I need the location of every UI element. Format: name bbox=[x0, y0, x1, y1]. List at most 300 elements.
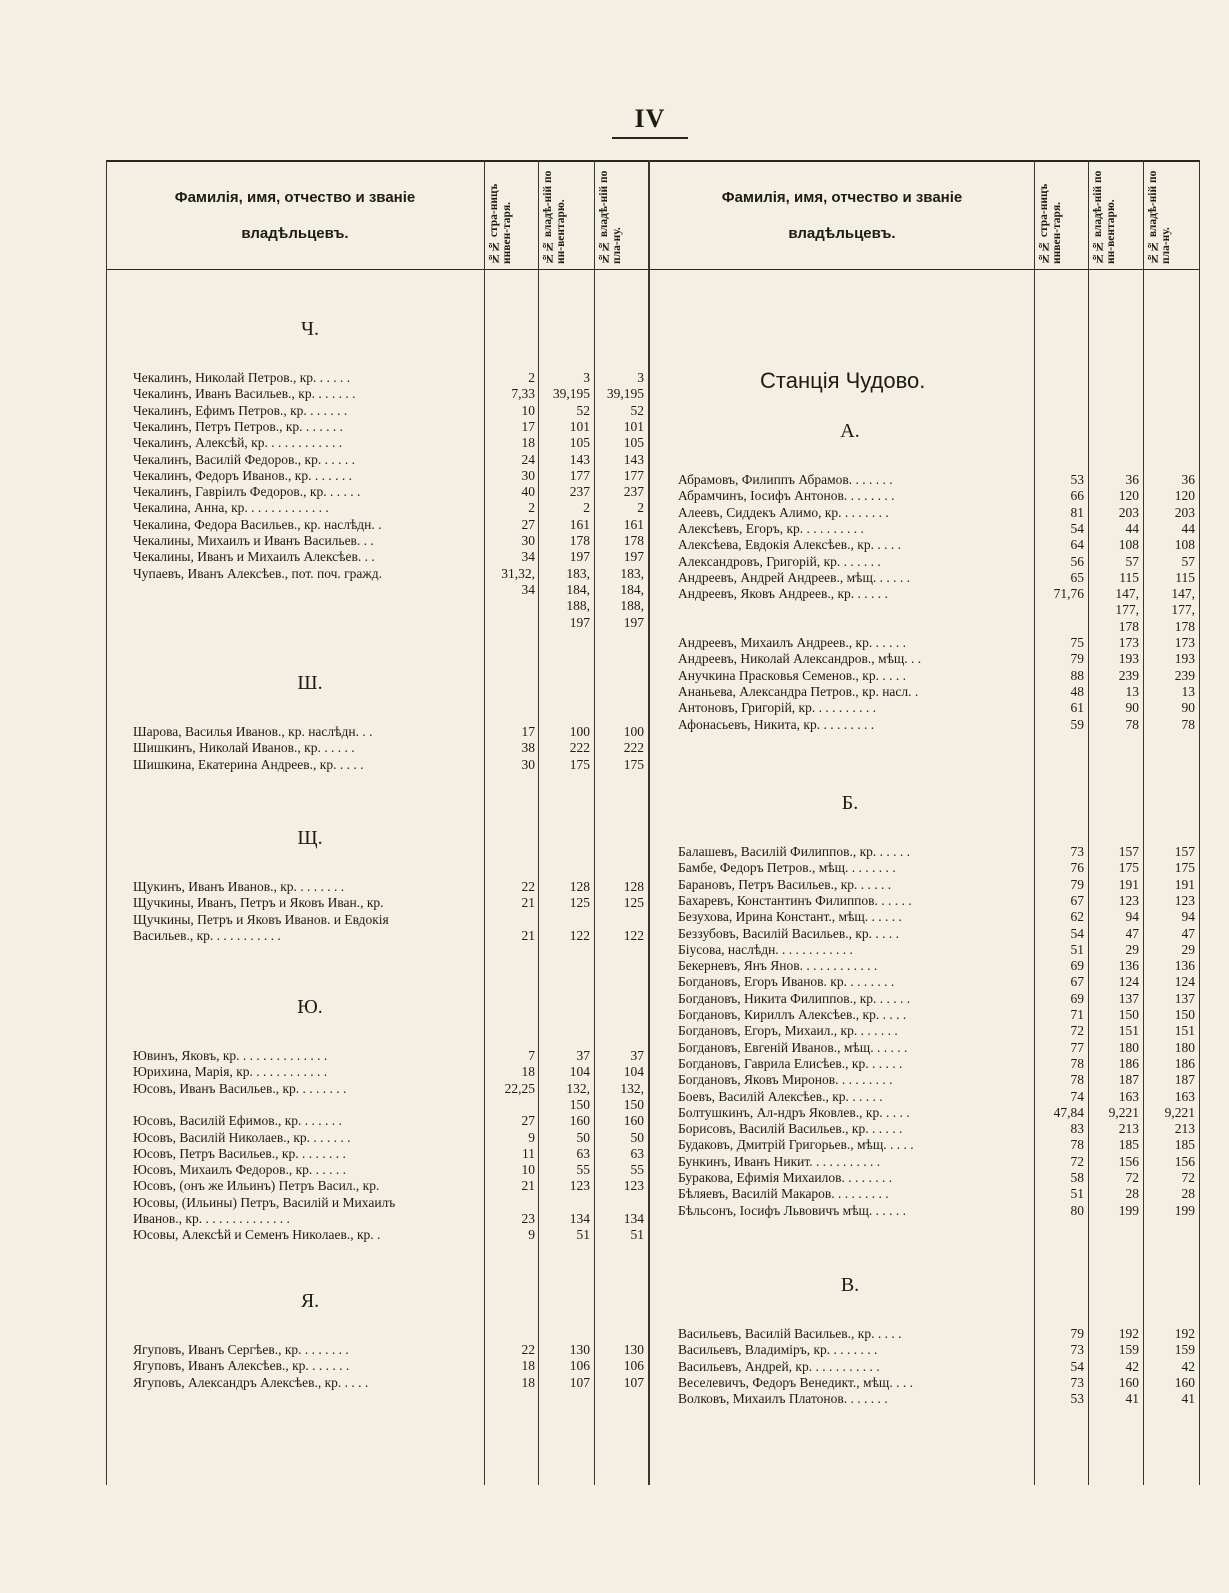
plan-number: 188, bbox=[620, 598, 644, 614]
plan-number: 107 bbox=[623, 1374, 644, 1390]
owner-name: Васильевъ, Андрей, кр. . . . . . . . . . . bbox=[678, 1358, 880, 1374]
inventory-number: 192 bbox=[1118, 1326, 1139, 1341]
table-row bbox=[133, 928, 644, 944]
plan-number: 156 bbox=[1174, 1153, 1195, 1169]
right-header-name: Фамилія, имя, отчество и званіе владѣльцевъ. bbox=[721, 189, 963, 242]
inventory-page: 22 bbox=[521, 879, 535, 894]
table-row bbox=[133, 598, 644, 614]
table-row bbox=[678, 1105, 1195, 1121]
inventory-page: 47,84 bbox=[1053, 1104, 1084, 1120]
inventory-number: 134 bbox=[569, 1211, 590, 1226]
owner-name: Веселевичъ, Федоръ Венедикт., мѣщ. . . . bbox=[678, 1374, 913, 1390]
inventory-page: 7,33 bbox=[511, 386, 535, 402]
left-header-col1: №№ стра-ницъ инвен-таря. bbox=[488, 183, 513, 264]
inventory-number: 78 bbox=[1125, 716, 1139, 732]
plan-number: 100 bbox=[623, 724, 644, 739]
inventory-page: 72 bbox=[1070, 1153, 1084, 1169]
inventory-page: 38 bbox=[521, 740, 535, 756]
table-row bbox=[678, 893, 1195, 909]
owner-name: Юсовы, (Ильины) Петръ, Василій и Михаилъ bbox=[133, 1194, 396, 1210]
plan-number: 175 bbox=[1174, 860, 1195, 876]
owner-name: Шишкина, Екатерина Андреев., кр. . . . . bbox=[133, 756, 364, 772]
owner-name: Чекалинъ, Иванъ Васильев., кр. . . . . . . bbox=[133, 386, 356, 402]
plan-number: 105 bbox=[623, 435, 644, 451]
plan-number: 185 bbox=[1174, 1137, 1195, 1153]
inventory-number: 36 bbox=[1125, 472, 1139, 487]
plan-number: 72 bbox=[1181, 1170, 1195, 1185]
inventory-number: 160 bbox=[569, 1113, 590, 1129]
table-row bbox=[133, 1358, 644, 1374]
inventory-page: 79 bbox=[1070, 1326, 1084, 1341]
inventory-number: 41 bbox=[1125, 1391, 1139, 1407]
inventory-number: 101 bbox=[569, 418, 590, 434]
plan-number: 39,195 bbox=[606, 386, 644, 402]
table-row bbox=[133, 1178, 644, 1194]
owner-name: Ягуповъ, Иванъ Алексѣев., кр. . . . . . . bbox=[133, 1358, 350, 1374]
inventory-page: 22 bbox=[521, 1342, 535, 1357]
plan-number: 50 bbox=[630, 1129, 644, 1145]
plan-number: 239 bbox=[1174, 667, 1195, 683]
inventory-number: 123 bbox=[1118, 892, 1139, 908]
plan-number: 199 bbox=[1174, 1202, 1195, 1218]
table-row bbox=[133, 1064, 644, 1080]
table-right-border bbox=[1199, 160, 1200, 1485]
plan-number: 178 bbox=[1174, 618, 1195, 634]
plan-number: 9,221 bbox=[1164, 1104, 1195, 1120]
table-row bbox=[133, 484, 644, 500]
inventory-page: 30 bbox=[521, 467, 535, 483]
table-row bbox=[678, 1072, 1195, 1088]
plan-number: 178 bbox=[623, 533, 644, 548]
inventory-number: 28 bbox=[1125, 1186, 1139, 1202]
owner-name: Юсовъ, Петръ Васильев., кр. . . . . . . . bbox=[133, 1145, 346, 1161]
table-row bbox=[133, 757, 644, 773]
page-number-rule bbox=[612, 137, 688, 139]
inventory-number: 193 bbox=[1118, 651, 1139, 667]
table-row bbox=[678, 505, 1195, 521]
inventory-number: 13 bbox=[1125, 683, 1139, 699]
plan-number: 132, bbox=[620, 1080, 644, 1096]
left-header-col2: №№ владѣ-ній по ин-вентарю. bbox=[542, 170, 567, 264]
inventory-page: 27 bbox=[521, 1113, 535, 1129]
plan-number: 63 bbox=[630, 1145, 644, 1161]
inventory-number: 106 bbox=[569, 1358, 590, 1374]
owner-name: Алексѣевъ, Егоръ, кр. . . . . . . . . . bbox=[678, 520, 864, 536]
owner-name: Андреевъ, Яковъ Андреев., кр. . . . . . bbox=[678, 586, 888, 602]
plan-number: 193 bbox=[1174, 651, 1195, 667]
inventory-number: 143 bbox=[569, 451, 590, 467]
table-row bbox=[133, 1227, 644, 1243]
inventory-page: 30 bbox=[521, 756, 535, 772]
owner-name: Ананьева, Александра Петров., кр. насл. . bbox=[678, 683, 919, 699]
owner-name: Юсовы, Алексѣй и Семенъ Николаев., кр. . bbox=[133, 1227, 381, 1243]
owner-name: Андреевъ, Андрей Андреев., мѣщ. . . . . . bbox=[678, 569, 910, 585]
owner-name: Чекалинъ, Василій Федоров., кр. . . . . . bbox=[133, 451, 355, 467]
table-row bbox=[678, 1170, 1195, 1186]
table-row bbox=[678, 537, 1195, 553]
plan-number: 94 bbox=[1181, 909, 1195, 925]
table-row bbox=[133, 1211, 644, 1227]
table-row bbox=[678, 488, 1195, 504]
inventory-number: 130 bbox=[569, 1342, 590, 1357]
owner-name: Юсовъ, (онъ же Ильинъ) Петръ Васил., кр. bbox=[133, 1178, 380, 1194]
plan-number: 44 bbox=[1181, 520, 1195, 536]
table-row bbox=[678, 1056, 1195, 1072]
inventory-page: 24 bbox=[521, 451, 535, 467]
owner-name: Балашевъ, Василій Филиппов., кр. . . . . . bbox=[678, 844, 911, 859]
owner-name: Шишкинъ, Николай Иванов., кр. . . . . . bbox=[133, 740, 355, 756]
table-row bbox=[133, 740, 644, 756]
section-letter: Щ. bbox=[297, 827, 323, 849]
owner-name: Юсовъ, Василій Ефимов., кр. . . . . . . bbox=[133, 1113, 342, 1129]
inventory-number: 29 bbox=[1125, 941, 1139, 957]
inventory-number: 183, bbox=[566, 565, 590, 581]
left-header-name: Фамилія, имя, отчество и званіе владѣльцевъ. bbox=[174, 189, 416, 242]
plan-number: 150 bbox=[1174, 1007, 1195, 1022]
table-row bbox=[133, 566, 644, 582]
owner-name: Ягуповъ, Иванъ Сергѣев., кр. . . . . . . . bbox=[133, 1342, 349, 1357]
table-row bbox=[678, 586, 1195, 602]
inventory-page: 7 bbox=[528, 1048, 535, 1063]
inventory-page: 73 bbox=[1070, 1374, 1084, 1390]
inventory-number: 123 bbox=[569, 1178, 590, 1194]
inventory-number: 191 bbox=[1118, 876, 1139, 892]
plan-number: 36 bbox=[1181, 472, 1195, 487]
inventory-page: 18 bbox=[521, 1374, 535, 1390]
owner-name: Богдановъ, Евгеній Иванов., мѣщ. . . . . . bbox=[678, 1039, 908, 1055]
table-row bbox=[133, 582, 644, 598]
inventory-page: 71,76 bbox=[1053, 586, 1084, 602]
inventory-number: 100 bbox=[569, 724, 590, 739]
owner-name: Біусова, наслѣдн. . . . . . . . . . . . bbox=[678, 941, 853, 957]
inventory-number: 37 bbox=[576, 1048, 590, 1063]
inventory-number: 124 bbox=[1118, 974, 1139, 990]
inventory-number: 150 bbox=[1118, 1007, 1139, 1022]
plan-number: 222 bbox=[623, 740, 644, 756]
inventory-page: 78 bbox=[1070, 1137, 1084, 1153]
inventory-number: 159 bbox=[1118, 1342, 1139, 1358]
plan-number: 13 bbox=[1181, 683, 1195, 699]
right-col3-divider bbox=[1143, 160, 1144, 1485]
table-row bbox=[678, 521, 1195, 537]
owner-name: Чекалинъ, Федоръ Иванов., кр. . . . . . . bbox=[133, 467, 352, 483]
plan-number: 137 bbox=[1174, 990, 1195, 1006]
inventory-page: 30 bbox=[521, 533, 535, 548]
plan-number: 213 bbox=[1174, 1121, 1195, 1137]
inventory-page: 2 bbox=[528, 370, 535, 385]
inventory-number: 186 bbox=[1118, 1055, 1139, 1071]
table-row bbox=[678, 1154, 1195, 1170]
table-row bbox=[133, 549, 644, 565]
owner-name: Будаковъ, Дмитрій Григорьев., мѣщ. . . . . bbox=[678, 1137, 914, 1153]
right-col1-divider bbox=[1034, 160, 1035, 1485]
owner-name: Бекерневъ, Янъ Янов. . . . . . . . . . . . bbox=[678, 958, 878, 974]
plan-number: 160 bbox=[623, 1113, 644, 1129]
inventory-page: 69 bbox=[1070, 958, 1084, 974]
table-row bbox=[133, 1195, 644, 1211]
table-row bbox=[678, 635, 1195, 651]
inventory-number: 57 bbox=[1125, 553, 1139, 569]
inventory-number: 128 bbox=[569, 879, 590, 894]
inventory-number: 175 bbox=[569, 756, 590, 772]
inventory-page: 77 bbox=[1070, 1039, 1084, 1055]
plan-number: 191 bbox=[1174, 876, 1195, 892]
inventory-page: 34 bbox=[521, 581, 535, 597]
owner-name: Чекалинъ, Ефимъ Петров., кр. . . . . . . bbox=[133, 402, 348, 418]
inventory-number: 72 bbox=[1125, 1170, 1139, 1185]
table-row bbox=[133, 1162, 644, 1178]
left-col2-divider bbox=[538, 160, 539, 1485]
inventory-page: 40 bbox=[521, 484, 535, 500]
plan-number: 90 bbox=[1181, 700, 1195, 716]
inventory-page: 80 bbox=[1070, 1202, 1084, 1218]
inventory-number: 222 bbox=[569, 740, 590, 756]
owner-name: Чекалина, Федора Васильев., кр. наслѣдн. . bbox=[133, 516, 382, 532]
plan-number: 157 bbox=[1174, 844, 1195, 859]
owner-name: Богдановъ, Никита Филиппов., кр. . . . . . bbox=[678, 990, 911, 1006]
inventory-page: 74 bbox=[1070, 1088, 1084, 1104]
inventory-number: 147, bbox=[1115, 586, 1139, 602]
inventory-page: 27 bbox=[521, 516, 535, 532]
inventory-number: 213 bbox=[1118, 1121, 1139, 1137]
section-letter: А. bbox=[840, 420, 860, 442]
inventory-page: 79 bbox=[1070, 876, 1084, 892]
owner-name: Абрамовъ, Филиппъ Абрамов. . . . . . . bbox=[678, 472, 893, 487]
plan-number: 161 bbox=[623, 516, 644, 532]
table-row bbox=[133, 517, 644, 533]
table-row bbox=[678, 1089, 1195, 1105]
table-row bbox=[678, 602, 1195, 618]
left-col1-divider bbox=[484, 160, 485, 1485]
table-row bbox=[678, 651, 1195, 667]
plan-number: 203 bbox=[1174, 504, 1195, 520]
inventory-page: 69 bbox=[1070, 990, 1084, 1006]
center-divider bbox=[648, 160, 650, 1485]
inventory-page: 9 bbox=[528, 1227, 535, 1243]
inventory-page: 22,25 bbox=[504, 1080, 535, 1096]
table-row bbox=[678, 991, 1195, 1007]
table-row bbox=[133, 1081, 644, 1097]
table-row bbox=[133, 435, 644, 451]
table-row bbox=[678, 472, 1195, 488]
plan-number: 115 bbox=[1175, 569, 1195, 585]
right-header-col2: №№ владѣ-ній по ин-вентарю. bbox=[1092, 170, 1117, 264]
inventory-number: 90 bbox=[1125, 700, 1139, 716]
section-letter: Ю. bbox=[297, 996, 323, 1018]
inventory-number: 160 bbox=[1118, 1374, 1139, 1390]
table-row bbox=[678, 1023, 1195, 1039]
inventory-page: 34 bbox=[521, 549, 535, 565]
table-left-border bbox=[106, 160, 107, 1485]
owner-name: Чекалинъ, Гавріилъ Федоров., кр. . . . . . bbox=[133, 484, 361, 500]
inventory-number: 163 bbox=[1118, 1088, 1139, 1104]
plan-number: 197 bbox=[623, 549, 644, 565]
owner-name: Васильев., кр. . . . . . . . . . . bbox=[133, 927, 281, 943]
owner-name: Борисовъ, Василій Васильев., кр. . . . . . bbox=[678, 1121, 903, 1137]
table-row bbox=[678, 844, 1195, 860]
inventory-page: 81 bbox=[1070, 504, 1084, 520]
inventory-page: 51 bbox=[1070, 1186, 1084, 1202]
plan-number: 52 bbox=[630, 402, 644, 418]
inventory-page: 10 bbox=[521, 402, 535, 418]
table-row bbox=[133, 1375, 644, 1391]
inventory-page: 65 bbox=[1070, 569, 1084, 585]
owner-name: Васильевъ, Владиміръ, кр. . . . . . . . bbox=[678, 1342, 878, 1358]
table-row bbox=[133, 1048, 644, 1064]
table-row bbox=[133, 724, 644, 740]
table-top-rule bbox=[106, 160, 1200, 162]
inventory-number: 187 bbox=[1118, 1072, 1139, 1088]
header-bottom-rule bbox=[106, 269, 1200, 270]
inventory-page: 10 bbox=[521, 1162, 535, 1178]
table-row bbox=[133, 386, 644, 402]
inventory-page: 71 bbox=[1070, 1007, 1084, 1022]
right-col2-divider bbox=[1088, 160, 1089, 1485]
plan-number: 147, bbox=[1171, 586, 1195, 602]
table-row bbox=[678, 1137, 1195, 1153]
inventory-number: 178 bbox=[1118, 618, 1139, 634]
owner-name: Чекалины, Михаилъ и Иванъ Васильев. . . bbox=[133, 533, 374, 548]
owner-name: Богдановъ, Егоръ, Михаил., кр. . . . . . . bbox=[678, 1023, 898, 1039]
owner-name: Андреевъ, Николай Александров., мѣщ. . . bbox=[678, 651, 922, 667]
inventory-number: 47 bbox=[1125, 925, 1139, 941]
table-row bbox=[678, 1040, 1195, 1056]
owner-name: Юсовъ, Василій Николаев., кр. . . . . . . bbox=[133, 1129, 351, 1145]
table-row bbox=[678, 1391, 1195, 1407]
plan-number: 177, bbox=[1171, 602, 1195, 618]
table-row bbox=[678, 700, 1195, 716]
inventory-number: 51 bbox=[576, 1227, 590, 1243]
inventory-number: 197 bbox=[569, 614, 590, 630]
inventory-page: 78 bbox=[1070, 1055, 1084, 1071]
inventory-number: 199 bbox=[1118, 1202, 1139, 1218]
table-row bbox=[133, 419, 644, 435]
plan-number: 41 bbox=[1181, 1391, 1195, 1407]
inventory-number: 52 bbox=[576, 402, 590, 418]
inventory-number: 161 bbox=[569, 516, 590, 532]
inventory-number: 150 bbox=[569, 1096, 590, 1112]
inventory-page: 73 bbox=[1070, 844, 1084, 859]
plan-number: 55 bbox=[630, 1162, 644, 1178]
owner-name: Бѣльсонъ, Іосифъ Львовичъ мѣщ. . . . . . bbox=[678, 1202, 907, 1218]
owner-name: Богдановъ, Гаврила Елисѣев., кр. . . . . . bbox=[678, 1055, 903, 1071]
section-letter: Ш. bbox=[297, 672, 323, 694]
plan-number: 29 bbox=[1181, 941, 1195, 957]
inventory-number: 2 bbox=[583, 500, 590, 516]
plan-number: 187 bbox=[1174, 1072, 1195, 1088]
table-row bbox=[133, 615, 644, 631]
owner-name: Александровъ, Григорій, кр. . . . . . . bbox=[678, 553, 881, 569]
inventory-page: 18 bbox=[521, 435, 535, 451]
owner-name: Шарова, Василья Иванов., кр. наслѣдн. . . bbox=[133, 724, 373, 739]
inventory-page: 75 bbox=[1070, 635, 1084, 650]
inventory-number: 175 bbox=[1118, 860, 1139, 876]
inventory-page: 78 bbox=[1070, 1072, 1084, 1088]
owner-name: Чекалина, Анна, кр. . . . . . . . . . . . . bbox=[133, 500, 329, 516]
plan-number: 163 bbox=[1174, 1088, 1195, 1104]
table-row bbox=[678, 1186, 1195, 1202]
inventory-number: 197 bbox=[569, 549, 590, 565]
plan-number: 3 bbox=[637, 370, 644, 385]
plan-number: 184, bbox=[620, 581, 644, 597]
inventory-number: 104 bbox=[569, 1064, 590, 1080]
inventory-number: 50 bbox=[576, 1129, 590, 1145]
owner-name: Юсовъ, Иванъ Васильев., кр. . . . . . . . bbox=[133, 1080, 347, 1096]
owner-name: Чекалинъ, Петръ Петров., кр. . . . . . . bbox=[133, 418, 344, 434]
inventory-number: 157 bbox=[1118, 844, 1139, 859]
owner-name: Щучкины, Иванъ, Петръ и Яковъ Иван., кр. bbox=[133, 895, 384, 911]
table-row bbox=[678, 619, 1195, 635]
inventory-number: 132, bbox=[566, 1080, 590, 1096]
table-row bbox=[678, 717, 1195, 733]
inventory-number: 120 bbox=[1118, 488, 1139, 504]
inventory-number: 108 bbox=[1118, 537, 1139, 553]
inventory-number: 203 bbox=[1118, 504, 1139, 520]
inventory-page: 48 bbox=[1070, 683, 1084, 699]
inventory-page: 53 bbox=[1070, 1391, 1084, 1407]
inventory-page: 59 bbox=[1070, 716, 1084, 732]
owner-name: Алеевъ, Сиддекъ Алимо, кр. . . . . . . . bbox=[678, 504, 889, 520]
inventory-page: 9 bbox=[528, 1129, 535, 1145]
section-letter: Ч. bbox=[301, 318, 319, 340]
table-row bbox=[678, 1342, 1195, 1358]
table-row bbox=[678, 926, 1195, 942]
owner-name: Чекалинъ, Алексѣй, кр. . . . . . . . . . . . bbox=[133, 435, 343, 451]
plan-number: 180 bbox=[1174, 1039, 1195, 1055]
table-row bbox=[678, 974, 1195, 990]
owner-name: Бункинъ, Иванъ Никит. . . . . . . . . . . bbox=[678, 1153, 881, 1169]
owner-name: Антоновъ, Григорій, кр. . . . . . . . . . bbox=[678, 700, 876, 716]
plan-number: 134 bbox=[623, 1211, 644, 1226]
inventory-page: 54 bbox=[1070, 520, 1084, 536]
inventory-number: 105 bbox=[569, 435, 590, 451]
table-row bbox=[678, 1375, 1195, 1391]
plan-number: 237 bbox=[623, 484, 644, 500]
inventory-number: 156 bbox=[1118, 1153, 1139, 1169]
right-header-col1: №№ стра-ницъ инвен-таря. bbox=[1038, 183, 1063, 264]
owner-name: Чекалинъ, Николай Петров., кр. . . . . . bbox=[133, 370, 351, 385]
inventory-number: 188, bbox=[566, 598, 590, 614]
table-row bbox=[678, 668, 1195, 684]
inventory-page: 66 bbox=[1070, 488, 1084, 504]
inventory-page: 2 bbox=[528, 500, 535, 516]
table-row bbox=[678, 958, 1195, 974]
inventory-number: 55 bbox=[576, 1162, 590, 1178]
table-row bbox=[678, 860, 1195, 876]
plan-number: 173 bbox=[1174, 635, 1195, 650]
plan-number: 186 bbox=[1174, 1055, 1195, 1071]
inventory-number: 185 bbox=[1118, 1137, 1139, 1153]
inventory-page: 58 bbox=[1070, 1170, 1084, 1185]
station-title: Станція Чудово. bbox=[760, 368, 926, 393]
inventory-number: 177 bbox=[569, 467, 590, 483]
inventory-number: 125 bbox=[569, 895, 590, 911]
table-row bbox=[133, 370, 644, 386]
table-row bbox=[133, 1146, 644, 1162]
inventory-page: 18 bbox=[521, 1358, 535, 1374]
inventory-page: 31,32, bbox=[501, 565, 535, 581]
owner-name: Боевъ, Василій Алексѣев., кр. . . . . . bbox=[678, 1088, 883, 1104]
plan-number: 192 bbox=[1174, 1326, 1195, 1341]
owner-name: Юсовъ, Михаилъ Федоров., кр. . . . . . bbox=[133, 1162, 347, 1178]
plan-number: 175 bbox=[623, 756, 644, 772]
owner-name: Богдановъ, Яковъ Миронов. . . . . . . . . bbox=[678, 1072, 893, 1088]
section-letter: Б. bbox=[841, 792, 859, 814]
inventory-page: 17 bbox=[521, 418, 535, 434]
table-row bbox=[678, 1007, 1195, 1023]
plan-number: 123 bbox=[623, 1178, 644, 1194]
inventory-page: 18 bbox=[521, 1064, 535, 1080]
